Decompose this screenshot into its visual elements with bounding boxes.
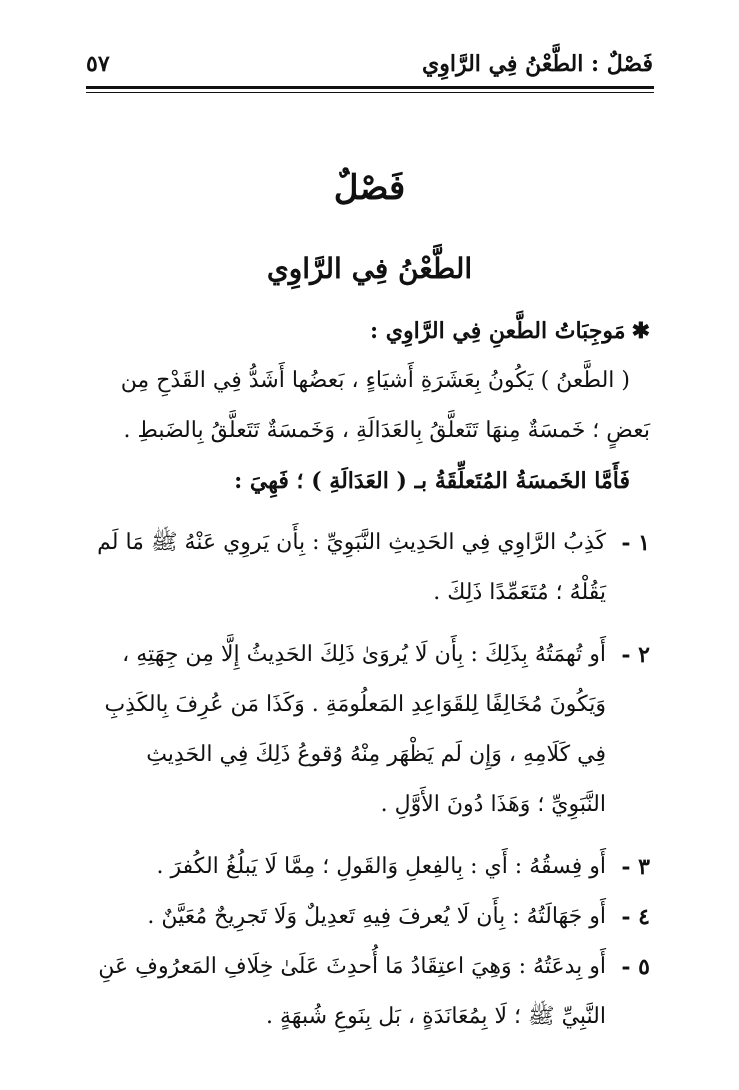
- page-number: ٥٧: [86, 51, 110, 77]
- section-subheading: الطَّعْنُ فِي الرَّاوِي: [266, 252, 473, 285]
- item-number: ١ -: [621, 530, 650, 556]
- five-intro: فَأَمَّا الخَمسَةُ المُتَعلِّقَةُ بـ ( العَدَالَةِ ) ؛ فَهِيَ :: [234, 468, 630, 494]
- header-rule-thin: [86, 92, 654, 93]
- list-item: [90, 630, 650, 830]
- item-number: ٤ -: [621, 904, 650, 930]
- item-number: ٢ -: [621, 642, 650, 668]
- list-item: [90, 842, 650, 892]
- item-text: أَو بِدعَتُهُ : وَهِيَ اعتِقَادُ مَا أُحدِثَ عَلَىٰ خِلَافِ المَعرُوفِ عَنِ النَّبِيِّ ﷺ ؛ لَا بِمُعَانَدَةٍ ، بَل بِنَوعِ شُبهَةٍ .: [98, 954, 606, 1029]
- list-item: [90, 892, 650, 942]
- item-text: أَو فِسقُهُ : أَي : بِالفِعلِ وَالقَولِ ؛ مِمَّا لَا يَبلُغُ الكُفرَ .: [156, 854, 606, 879]
- item-text: كَذِبُ الرَّاوِي فِي الحَدِيثِ النَّبَوِيِّ : بِأَن يَروِي عَنْهُ ﷺ مَا لَم يَقُلْهُ ؛ مُتَعَمِّدًا ذَلِكَ .: [97, 530, 606, 605]
- asterisk-icon: ✱: [631, 318, 650, 344]
- item-text: أَو تُهمَتُهُ بِذَلِكَ : بِأَن لَا يُروَىٰ ذَلِكَ الحَدِيثُ إِلَّا مِن جِهَتِهِ ، وَيَكُونَ مُخَالِفًا لِلقَوَاعِدِ المَعلُومَةِ . وَكَذَا مَن عُرِفَ بِالكَذِبِ فِي كَلَامِهِ ، وَإِن لَم يَظْهَر مِنْهُ وُقوعُ ذَلِكَ فِي الحَدِيثِ النَّبَوِيِّ ؛ وَهَذَا دُونَ الأَوَّلِ .: [104, 642, 606, 817]
- item-text: أَو جَهَالَتُهُ : بِأَن لَا يُعرفَ فِيهِ تَعدِيلٌ وَلَا تَجرِيحٌ مُعَيَّنٌ .: [147, 904, 606, 929]
- running-title: فَصْلٌ : الطَّعْنُ فِي الرَّاوِي: [422, 51, 653, 77]
- list-item: [90, 942, 650, 1042]
- item-number: ٥ -: [621, 954, 650, 980]
- running-header: [86, 44, 653, 84]
- intro-paragraph: ( الطَّعنُ ) يَكُونُ بِعَشَرَةِ أَشيَاءٍ ، بَعضُها أَشَدُّ فِي القَدْحِ مِن بَعضٍ ؛ خَمسَةٌ مِنهَا تَتَعلَّقُ بِالعَدَالَةِ ، وَخَمسَةٌ تَتَعلَّقُ بِالضَبطِ .: [120, 368, 650, 443]
- section-heading: فَصْلٌ: [333, 168, 406, 208]
- body-text: [90, 306, 650, 1042]
- section-label-text: مَوجِبَاتُ الطَّعنِ فِي الرَّاوِي :: [370, 318, 626, 344]
- header-rule-thick: [86, 86, 654, 89]
- list-item: [90, 518, 650, 618]
- section-label: [90, 306, 650, 356]
- item-number: ٣ -: [621, 854, 650, 880]
